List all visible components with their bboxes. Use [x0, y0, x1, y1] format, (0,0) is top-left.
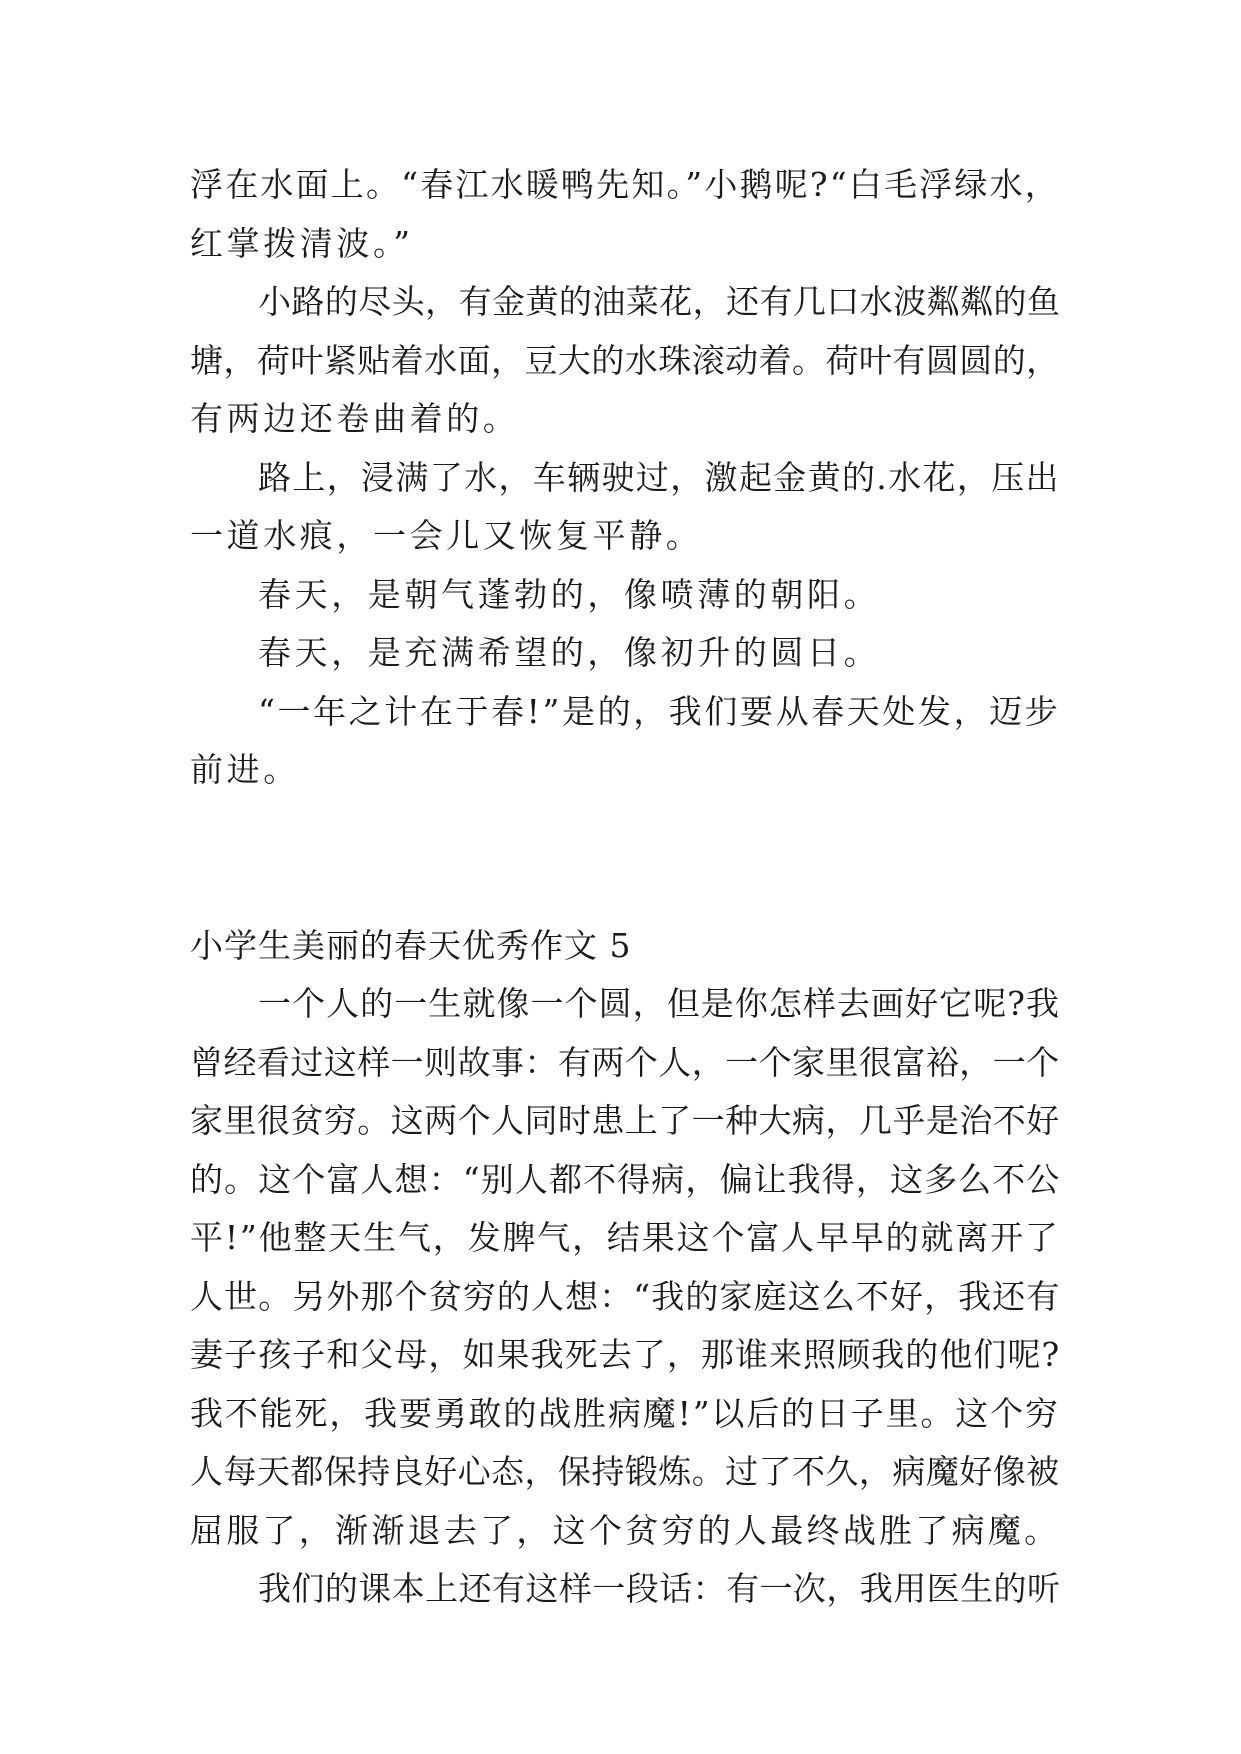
text-line: 平!”他整天生气，发脾气，结果这个富人早早的就离开了: [190, 1218, 1060, 1257]
text-line: 我们的课本上还有这样一段话：有一次，我用医生的听: [258, 1569, 1061, 1608]
paragraph: [190, 273, 1060, 449]
text-line: 路上，浸满了水，车辆驶过，激起金黄的.水花，压出: [258, 457, 1060, 497]
text-line: 有两边还卷曲着的。: [190, 399, 520, 438]
paragraph: [190, 624, 1060, 683]
paragraph: [190, 975, 1060, 1560]
text-line: 妻子孩子和父母，如果我死去了，那谁来照顾我的他们呢?: [190, 1335, 1061, 1374]
title-text: 小学生美丽的春天优秀作文 5: [190, 925, 632, 965]
text-line: 曾经看过这样一则故事：有两个人，一个家里很富裕，一个: [190, 1042, 1060, 1082]
text-line: 春天，是朝气蓬勃的，像喷薄的朝阳。: [258, 574, 881, 614]
text-line: 一道水痕，一会儿又恢复平静。: [190, 516, 703, 555]
paragraph: [190, 156, 1060, 273]
text-line: 前进。: [190, 750, 300, 789]
text-line: 人每天都保持良好心态，保持锻炼。过了不久，病魔好像被: [190, 1452, 1060, 1491]
paragraph: [190, 683, 1060, 800]
text-line: 浮在水面上。“春江水暖鸭先知。”小鹅呢?“白毛浮绿水，: [190, 165, 1061, 204]
document-page: [190, 156, 1060, 1619]
text-line: 人世。另外那个贫穷的人想：“我的家庭这么不好，我还有: [190, 1276, 1061, 1316]
paragraph: [190, 449, 1060, 566]
text-line: 塘，荷叶紧贴着水面，豆大的水珠滚动着。荷叶有圆圆的，: [190, 340, 1060, 380]
text-line: 红掌拨清波。”: [190, 223, 414, 263]
paragraph: [190, 566, 1060, 625]
text-line: 屈服了，渐渐退去了，这个贫穷的人最终战胜了病魔。: [190, 1510, 1061, 1550]
text-line: 春天，是充满希望的，像初升的圆日。: [258, 633, 881, 672]
text-line: 家里很贫穷。这两个人同时患上了一种大病，几乎是治不好: [190, 1101, 1060, 1140]
paragraph: [190, 1560, 1060, 1619]
text-line: 我不能死，我要勇敢的战胜病魔!”以后的日子里。这个穷: [190, 1393, 1060, 1433]
text-line: 小路的尽头，有金黄的油菜花，还有几口水波粼粼的鱼: [258, 282, 1061, 321]
text-line: “一年之计在于春!”是的，我们要从春天处发，迈步: [258, 691, 1061, 731]
text-line: 的。这个富人想：“别人都不得病，偏让我得，这多么不公: [190, 1159, 1061, 1199]
section-title: [190, 917, 1060, 976]
text-line: 一个人的一生就像一个圆，但是你怎样去画好它呢?我: [258, 984, 1061, 1023]
